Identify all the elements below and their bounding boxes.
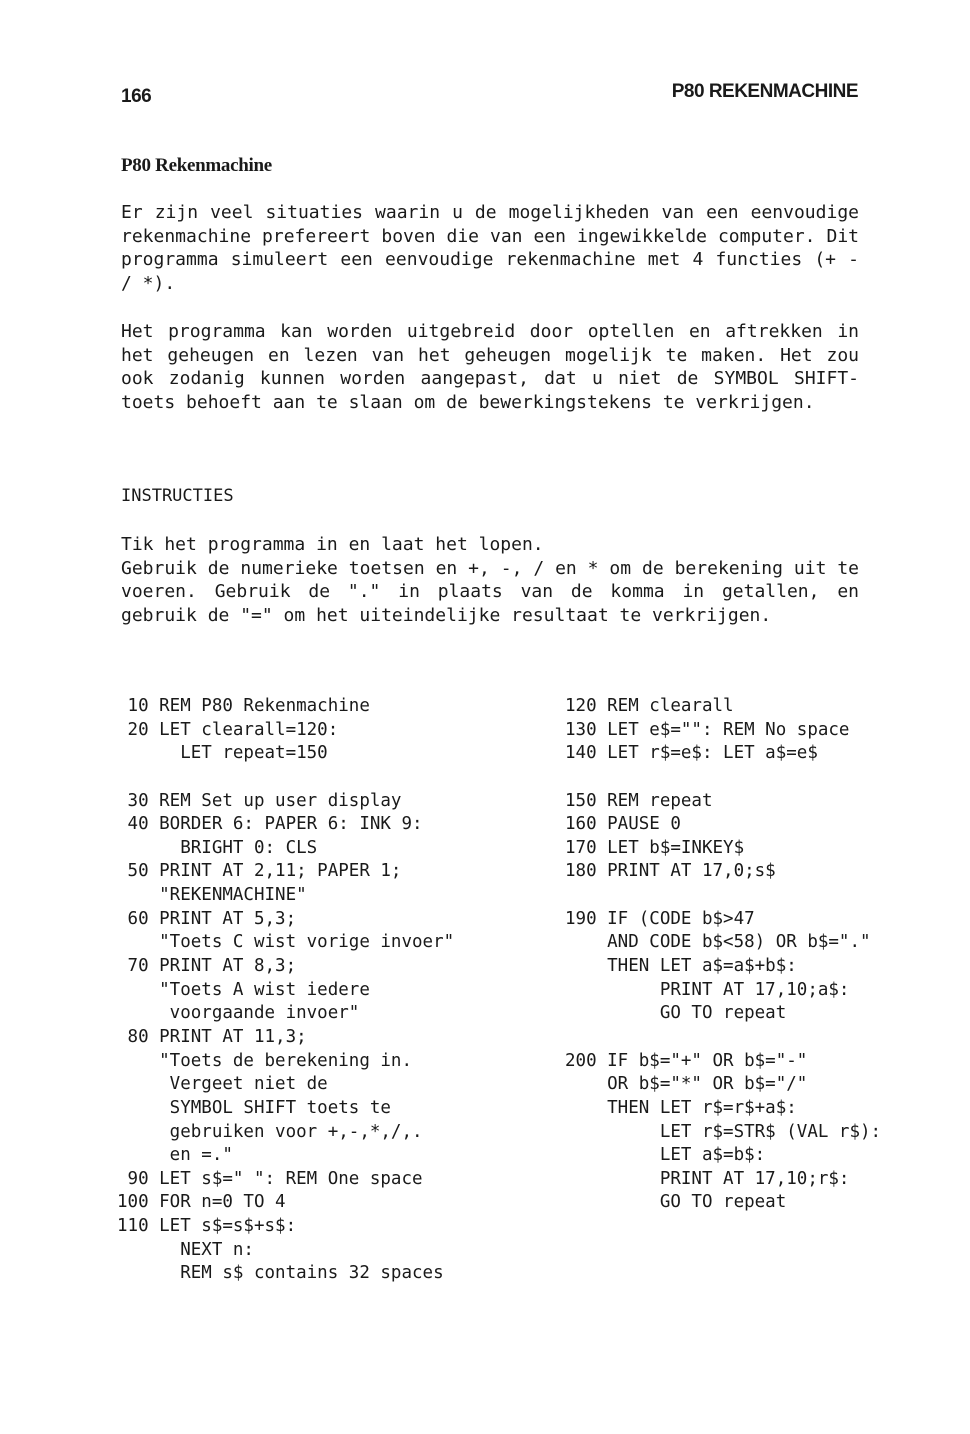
code-line: 140 LET r$=e$: LET a$=e$ xyxy=(565,743,818,764)
code-line: 200 IF b$="+" OR b$="-" xyxy=(565,1050,808,1071)
code-line: LET repeat=150 xyxy=(117,743,328,764)
code-line: 170 LET b$=INKEY$ xyxy=(565,837,745,858)
code-line: OR b$="*" OR b$="/" xyxy=(565,1074,808,1095)
section-title: P80 Rekenmachine xyxy=(121,155,272,176)
code-line xyxy=(117,766,454,790)
code-line: 70 PRINT AT 8,3; xyxy=(117,956,297,977)
code-line: Vergeet niet de xyxy=(117,1074,328,1095)
code-line xyxy=(565,766,881,790)
page-number: 166 xyxy=(121,86,152,107)
code-line: 150 REM repeat xyxy=(565,790,713,811)
code-line: "Toets A wist iedere xyxy=(117,979,370,1000)
code-line: 130 LET e$="": REM No space xyxy=(565,719,850,740)
code-line xyxy=(565,884,881,908)
code-line: "Toets de berekening in. xyxy=(117,1050,413,1071)
code-line: 160 PAUSE 0 xyxy=(565,814,681,835)
code-line: 20 LET clearall=120: xyxy=(117,719,339,740)
intro-paragraph-1: Er zijn veel situaties waarin u de mogelijkheden van een eenvoudige rekenmachine prefereert boven die van een ingewikkelde computer. Dit programma simuleert een eenvoudige rekenmachine met 4 functies (+ - / *). xyxy=(121,202,859,295)
code-line: 40 BORDER 6: PAPER 6: INK 9: xyxy=(117,814,423,835)
code-line: 120 REM clearall xyxy=(565,696,734,716)
code-line: 180 PRINT AT 17,0;s$ xyxy=(565,861,776,882)
code-line: 90 LET s$=" ": REM One space xyxy=(117,1168,423,1189)
instructions-text: Tik het programma in en laat het lopen. Gebruik de numerieke toetsen en +, -, / en * om de berekening uit te voeren. Gebruik de "." in plaats van de komma in getallen, en gebruik de "=" om het uiteindelijke resultaat te verkrijgen. xyxy=(121,534,859,627)
code-line: NEXT n: xyxy=(117,1239,254,1260)
code-line: REM s$ contains 32 spaces xyxy=(117,1263,444,1284)
code-line: "Toets C wist vorige invoer" xyxy=(117,932,455,953)
code-line: "REKENMACHINE" xyxy=(117,885,307,906)
code-line: LET a$=b$: xyxy=(565,1145,766,1166)
code-line: en =." xyxy=(117,1145,233,1166)
code-line: GO TO repeat xyxy=(565,1192,787,1213)
code-line: AND CODE b$<58) OR b$="." xyxy=(565,932,871,953)
code-line: gebruiken voor +,-,*,/,. xyxy=(117,1121,423,1142)
code-line: 30 REM Set up user display xyxy=(117,790,402,811)
code-line: THEN LET r$=r$+a$: xyxy=(565,1097,797,1118)
code-line: 190 IF (CODE b$>47 xyxy=(565,908,755,929)
code-listing-left xyxy=(117,695,454,1286)
running-head: P80 REKENMACHINE xyxy=(671,81,858,102)
code-line: voorgaande invoer" xyxy=(117,1003,360,1024)
code-line: 100 FOR n=0 TO 4 xyxy=(117,1192,286,1213)
code-line: 50 PRINT AT 2,11; PAPER 1; xyxy=(117,861,402,882)
code-line: LET r$=STR$ (VAL r$): xyxy=(565,1121,882,1142)
instructions-heading: INSTRUCTIES xyxy=(121,486,234,506)
code-line: PRINT AT 17,10;a$: xyxy=(565,979,850,1000)
code-line: 110 LET s$=s$+s$: xyxy=(117,1216,297,1237)
code-line: 10 REM P80 Rekenmachine xyxy=(117,696,370,716)
code-line: GO TO repeat xyxy=(565,1003,787,1024)
code-line xyxy=(565,1026,881,1050)
intro-paragraph-2: Het programma kan worden uitgebreid door optellen en aftrekken in het geheugen en lezen van het geheugen mogelijk te maken. Het zou ook zodanig kunnen worden aangepast, dat u niet de SYMBOL SHIFT-toets behoeft aan te slaan om de bewerkingstekens te verkrijgen. xyxy=(121,321,859,414)
code-listing-right xyxy=(565,695,881,1215)
code-line: THEN LET a$=a$+b$: xyxy=(565,956,797,977)
code-line: SYMBOL SHIFT toets te xyxy=(117,1097,391,1118)
code-line: 60 PRINT AT 5,3; xyxy=(117,908,297,929)
code-line: 80 PRINT AT 11,3; xyxy=(117,1026,307,1047)
code-line: BRIGHT 0: CLS xyxy=(117,837,318,858)
code-line: PRINT AT 17,10;r$: xyxy=(565,1168,850,1189)
